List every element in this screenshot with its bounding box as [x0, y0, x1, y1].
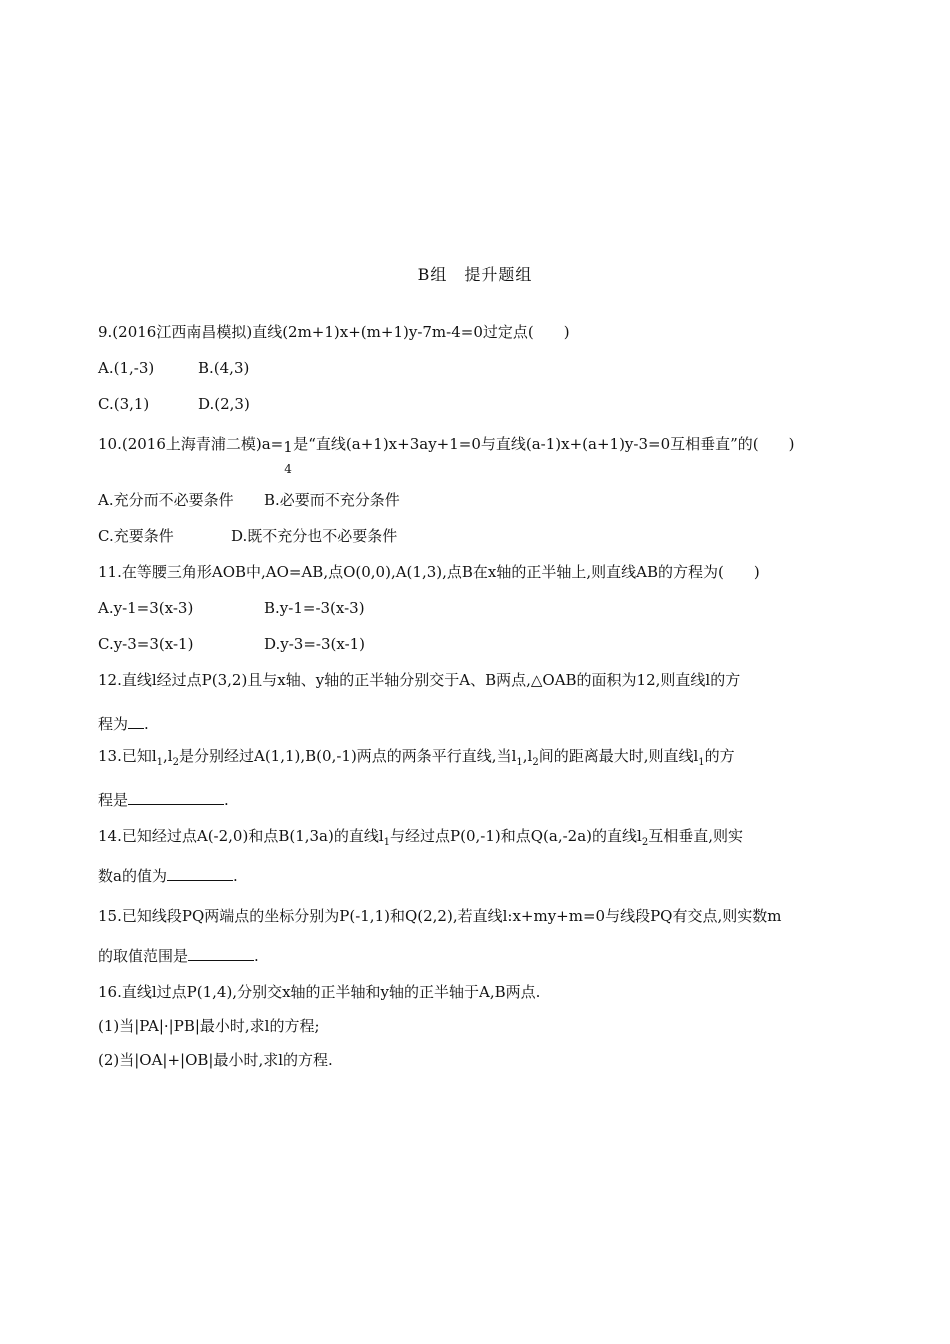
question-16-part-1: (1)当|PA|·|PB|最小时,求l的方程;	[98, 1017, 320, 1035]
q12-line2-suffix: .	[144, 715, 149, 733]
q11-option-c: C.y-3=3(x-1)	[98, 635, 194, 653]
q9-option-c: C.(3,1)	[98, 395, 150, 413]
q9-option-d: D.(2,3)	[198, 395, 250, 413]
question-9-options-row1	[98, 357, 249, 379]
q13-subscript-3: 1	[516, 757, 523, 768]
section-title: B组 提升题组	[417, 265, 533, 284]
q13-text-2: ,l	[163, 747, 173, 765]
q13-answer-blank	[128, 790, 224, 805]
q13-subscript-4: 2	[532, 757, 539, 768]
q13-text-4: ,l	[522, 747, 533, 765]
question-11-options-row1	[98, 597, 365, 619]
question-15-line1: 15.已知线段PQ两端点的坐标分别为P(-1,1)和Q(2,2),若直线l:x+my+m=0与线段PQ有交点,则实数m	[98, 907, 782, 925]
q10-stem-prefix: 10.(2016上海青浦二模)a=	[98, 435, 284, 453]
q11-option-b: B.y-1=-3(x-3)	[264, 599, 365, 617]
q14-line2-prefix: 数a的值为	[98, 867, 167, 885]
question-14-line2	[98, 865, 238, 887]
q14-line2-suffix: .	[232, 867, 238, 885]
q12-answer-blank	[128, 714, 144, 729]
q13-subscript-1: 1	[156, 757, 164, 768]
q10-stem-suffix: 是“直线(a+1)x+3ay+1=0与直线(a-1)x+(a+1)y-3=0互相垂直”的( )	[293, 435, 795, 453]
q12-line2-prefix: 程为	[98, 715, 129, 733]
q14-subscript-2: 2	[641, 837, 649, 848]
q10-option-a: A.充分而不必要条件	[98, 491, 234, 509]
question-16-stem: 16.直线l过点P(1,4),分别交x轴的正半轴和y轴的正半轴于A,B两点.	[98, 983, 541, 1001]
q14-subscript-1: 1	[383, 837, 391, 848]
q10-fraction-numerator: 1	[283, 438, 293, 456]
q13-line2-prefix: 程是	[98, 791, 129, 809]
q15-line2-prefix: 的取值范围是	[98, 947, 189, 965]
q11-option-a: A.y-1=3(x-3)	[98, 599, 194, 617]
question-14-line1	[98, 825, 743, 854]
question-10-stem	[98, 433, 795, 476]
question-11-stem: 11.在等腰三角形AOB中,AO=AB,点O(0,0),A(1,3),点B在x轴的正半轴上,则直线AB的方程为( )	[98, 563, 760, 581]
question-10-options-row2	[98, 525, 397, 547]
q9-option-a: A.(1,-3)	[98, 359, 155, 377]
q11-option-d: D.y-3=-3(x-1)	[264, 635, 366, 653]
question-13-line1	[98, 745, 735, 774]
q15-answer-blank	[188, 946, 254, 961]
q15-line2-suffix: .	[254, 947, 259, 965]
question-13-line2	[98, 789, 229, 811]
question-9-options-row2	[98, 393, 250, 415]
q14-answer-blank	[167, 866, 233, 881]
q13-text-1: 13.已知l	[98, 747, 157, 765]
question-11-options-row2	[98, 633, 365, 655]
q13-line2-suffix: .	[224, 791, 229, 809]
q10-option-b: B.必要而不充分条件	[264, 491, 400, 509]
q14-text-2: 与经过点P(0,-1)和点Q(a,-2a)的直线l	[390, 827, 642, 845]
question-16-part-2: (2)当|OA|+|OB|最小时,求l的方程.	[98, 1051, 333, 1069]
q13-text-6: 的方	[704, 747, 735, 765]
q13-subscript-2: 2	[172, 757, 179, 768]
question-12-line1: 12.直线l经过点P(3,2)且与x轴、y轴的正半轴分别交于A、B两点,△OAB的面积为12,则直线l的方	[98, 671, 741, 689]
q14-text-3: 互相垂直,则实	[648, 827, 743, 845]
q10-fraction-denominator: 4	[284, 462, 292, 476]
q10-option-d: D.既不充分也不必要条件	[231, 527, 398, 545]
q14-text-1: 14.已知经过点A(-2,0)和点B(1,3a)的直线l	[98, 827, 384, 845]
q13-text-5: 间的距离最大时,则直线l	[538, 747, 699, 765]
q13-text-3: 是分别经过A(1,1),B(0,-1)两点的两条平行直线,当l	[178, 747, 517, 765]
question-15-line2	[98, 945, 259, 967]
question-10-options-row1	[98, 489, 400, 511]
q10-option-c: C.充要条件	[98, 527, 174, 545]
question-9-stem: 9.(2016江西南昌模拟)直线(2m+1)x+(m+1)y-7m-4=0过定点( )	[98, 323, 570, 341]
q9-option-b: B.(4,3)	[198, 359, 250, 377]
question-12-line2	[98, 713, 149, 735]
q13-subscript-5: 1	[698, 757, 705, 768]
